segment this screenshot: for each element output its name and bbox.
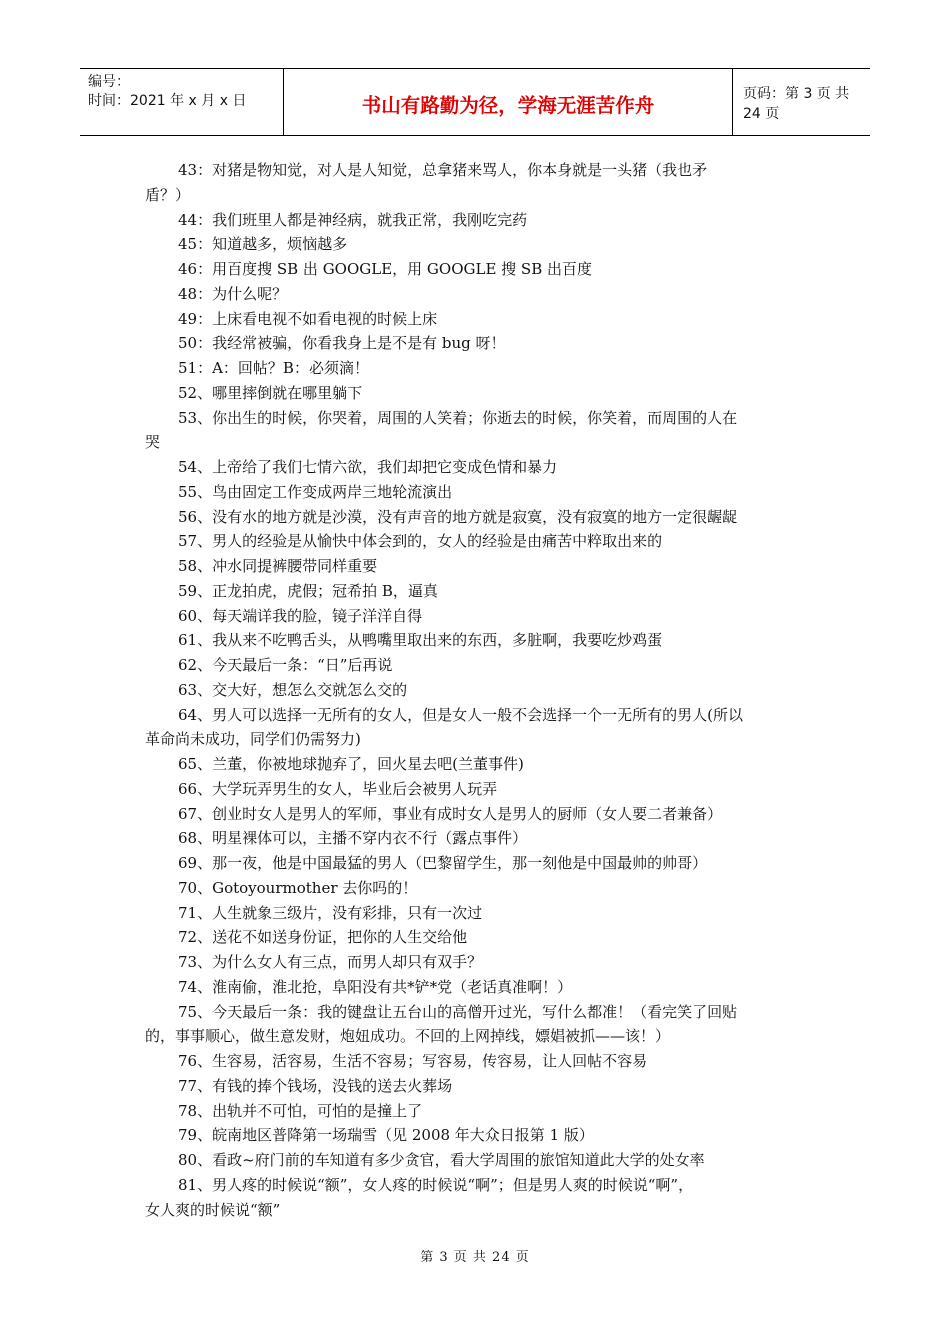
text-line: 60、每天端详我的脸，镜子洋洋自得 <box>178 606 423 625</box>
text-line: 76、生容易，活容易，生活不容易；写容易，传容易，让人回帖不容易 <box>178 1052 648 1070</box>
text-line: 44：我们班里人都是神经病，就我正常，我刚吃完药 <box>178 210 528 229</box>
text-line: 71、人生就象三级片，没有彩排，只有一次过 <box>178 903 483 922</box>
text-line: 63、交大好，想怎么交就怎么交的 <box>178 680 408 699</box>
text-line: 73、为什么女人有三点，而男人却只有双手？ <box>178 953 483 971</box>
text-line: 75、今天最后一条：我的键盘让五台山的高僧开过光，写什么都准！（看完笑了回贴 <box>178 1002 738 1021</box>
text-line: 78、出轨并不可怕，可怕的是撞上了 <box>178 1101 423 1120</box>
text-line: 57、男人的经验是从愉快中体会到的，女人的经验是由痛苦中粹取出来的 <box>178 532 663 551</box>
text-line: 68、明星裸体可以，主播不穿内衣不行（露点事件） <box>178 829 528 848</box>
text-line: 50：我经常被骗，你看我身上是不是有 bug 呀！ <box>178 334 506 353</box>
text-line: 77、有钱的捧个钱场，没钱的送去火葬场 <box>178 1076 453 1095</box>
text-line: 的，事事顺心，做生意发财，炮妞成功。不回的上网掉线，嫖娼被抓——该！） <box>145 1027 671 1046</box>
text-line: 48：为什么呢？ <box>178 284 288 303</box>
header-meta <box>80 69 283 135</box>
text-line: 盾？） <box>145 185 191 204</box>
header-motto: 书山有路勤为径，学海无涯苦作舟 <box>283 69 733 135</box>
text-line: 52、哪里摔倒就在哪里躺下 <box>178 383 363 402</box>
text-line: 79、皖南地区普降第一场瑞雪（见 2008 年大众日报第 1 版） <box>178 1126 594 1145</box>
document-number-label: 编号： <box>88 74 130 90</box>
text-line: 49：上床看电视不如看电视的时候上床 <box>178 309 438 328</box>
document-body <box>145 158 810 1222</box>
text-line: 53、你出生的时候，你哭着，周围的人笑着；你逝去的时候，你笑着，而周围的人在 <box>178 408 738 427</box>
page-header <box>80 68 870 136</box>
text-line: 64、男人可以选择一无所有的女人，但是女人一般不会选择一个一无所有的男人(所以 <box>178 705 743 724</box>
text-line: 45：知道越多，烦恼越多 <box>178 235 348 254</box>
text-line: 67、创业时女人是男人的军师，事业有成时女人是男人的厨师（女人要二者兼备） <box>178 804 723 823</box>
document-date: 时间：2021 年 x 月 x 日 <box>88 93 247 109</box>
text-line: 革命尚未成功，同学们仍需努力) <box>145 730 361 749</box>
page-footer: 第 3 页 共 24 页 <box>420 1250 530 1265</box>
text-line: 54、上帝给了我们七情六欲，我们却把它变成色情和暴力 <box>178 458 558 476</box>
text-line: 66、大学玩弄男生的女人，毕业后会被男人玩弄 <box>178 779 498 798</box>
text-line: 51：A：回帖？B：必须滴！ <box>178 359 369 377</box>
text-line: 69、那一夜，他是中国最猛的男人（巴黎留学生，那一刻他是中国最帅的帅哥） <box>178 854 708 872</box>
text-line: 59、正龙拍虎，虎假；冠希拍 B，逼真 <box>178 581 438 600</box>
text-line: 43：对猪是物知觉，对人是人知觉，总拿猪来骂人，你本身就是一头猪（我也矛 <box>178 161 708 179</box>
text-line: 哭 <box>145 433 161 452</box>
text-line: 56、没有水的地方就是沙漠，没有声音的地方就是寂寞，没有寂寞的地方一定很龌龊 <box>178 507 738 526</box>
text-line: 61、我从来不吃鸭舌头，从鸭嘴里取出来的东西，多脏啊，我要吃炒鸡蛋 <box>178 631 663 650</box>
text-line: 70、Gotoyourmother 去你吗的！ <box>178 878 418 897</box>
text-line: 65、兰董，你被地球抛弃了，回火星去吧(兰董事件) <box>178 755 524 773</box>
text-line: 62、今天最后一条：“日”后再说 <box>178 656 393 674</box>
text-line: 80、看政~府门前的车知道有多少贪官，看大学周围的旅馆知道此大学的处女率 <box>178 1151 705 1169</box>
text-line: 女人爽的时候说“额” <box>145 1200 281 1219</box>
text-line: 55、鸟由固定工作变成两岸三地轮流演出 <box>178 482 453 501</box>
text-line: 81、男人疼的时候说“额”，女人疼的时候说“啊”；但是男人爽的时候说“啊”， <box>178 1175 694 1194</box>
header-page-info: 页码：第 3 页 共 24 页 <box>743 86 850 122</box>
text-line: 72、送花不如送身份证，把你的人生交给他 <box>178 928 468 947</box>
text-line: 74、淮南偷，淮北抢，阜阳没有共*铲*党（老话真准啊！） <box>178 977 573 996</box>
text-line: 46：用百度搜 SB 出 GOOGLE，用 GOOGLE 搜 SB 出百度 <box>178 260 593 278</box>
text-line: 58、冲水同提裤腰带同样重要 <box>178 557 378 575</box>
